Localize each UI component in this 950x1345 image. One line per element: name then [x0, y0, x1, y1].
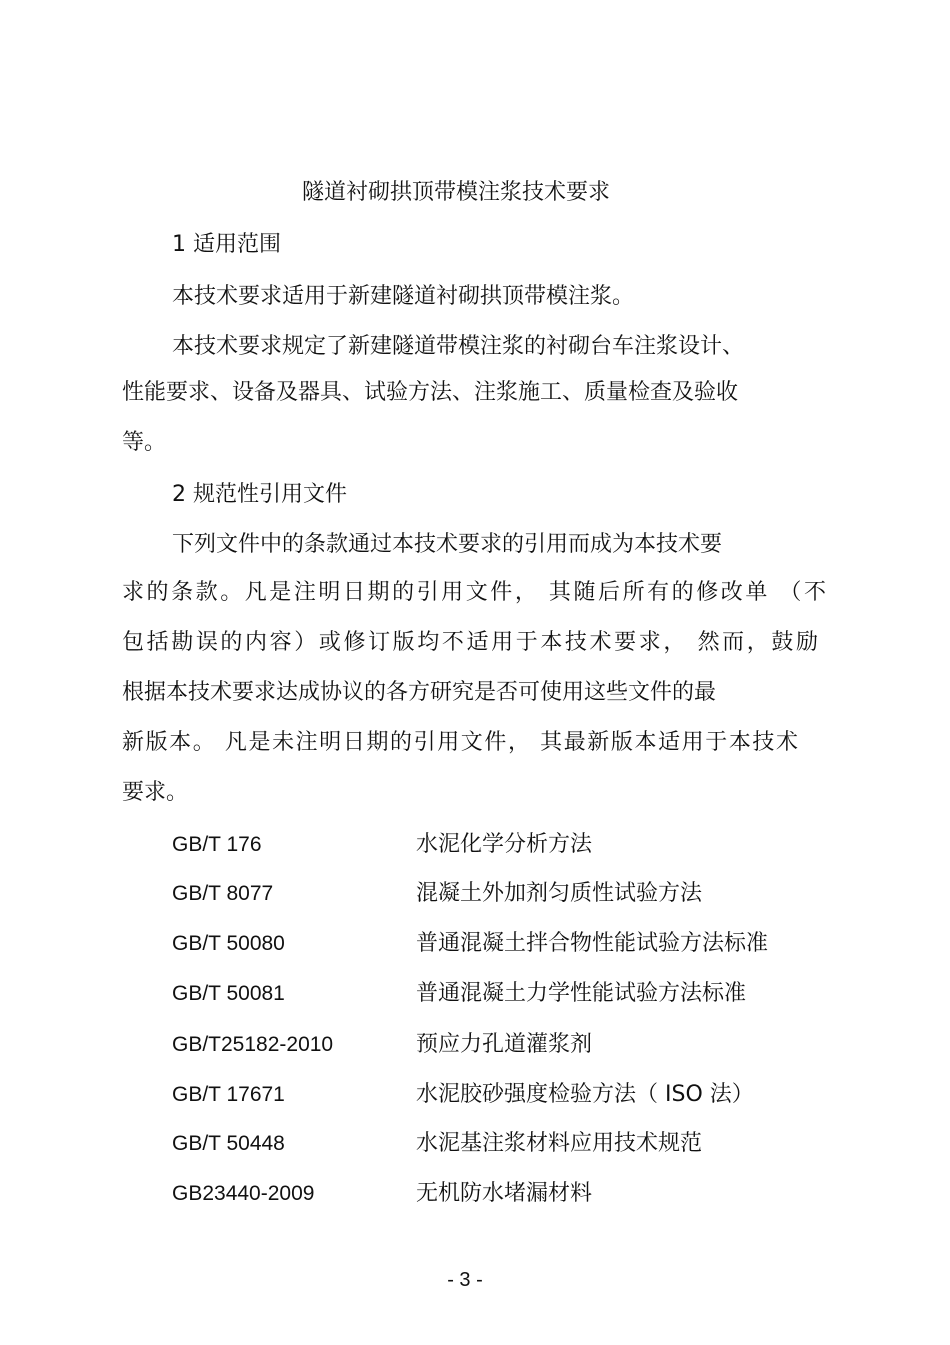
- section-2-paragraph-line-2: 求的条款。凡是注明日期的引用文件， 其随后所有的修改单 （不: [122, 580, 826, 605]
- reference-name: 普通混凝土拌合物性能试验方法标准: [416, 931, 769, 956]
- section-2-paragraph-line-4: 根据本技术要求达成协议的各方研究是否可使用这些文件的最: [122, 680, 717, 705]
- reference-name: 无机防水堵漏材料: [416, 1181, 593, 1206]
- reference-code: GB/T 17671: [172, 1083, 285, 1106]
- section-1-heading: 1 适用范围: [172, 232, 281, 257]
- section-2-heading: 2 规范性引用文件: [172, 482, 347, 507]
- reference-code: GB/T25182-2010: [172, 1033, 334, 1056]
- section-2-paragraph-line-6: 要求。: [122, 780, 189, 805]
- section-1-paragraph-2-line-1: 本技术要求规定了新建隧道带模注浆的衬砌台车注浆设计、: [172, 334, 745, 359]
- section-2-paragraph-line-3: 包括勘误的内容）或修订版均不适用于本技术要求， 然而，鼓励: [122, 630, 818, 655]
- reference-code: GB/T 50448: [172, 1132, 285, 1155]
- section-2-paragraph-line-1: 下列文件中的条款通过本技术要求的引用而成为本技术要: [172, 532, 723, 557]
- section-2-paragraph-line-5: 新版本。 凡是未注明日期的引用文件， 其最新版本适用于本技术: [122, 730, 798, 755]
- reference-name: 混凝土外加剂匀质性试验方法: [416, 881, 703, 906]
- reference-name: 水泥胶砂强度检验方法（ ISO 法）: [416, 1082, 754, 1107]
- section-1-paragraph-2-line-2: 性能要求、设备及器具、试验方法、注浆施工、质量检查及验收: [122, 380, 739, 405]
- page-number: - 3 -: [447, 1269, 483, 1291]
- reference-name: 水泥基注浆材料应用技术规范: [416, 1131, 703, 1156]
- document-title: 隧道衬砌拱顶带模注浆技术要求: [301, 180, 610, 205]
- reference-code: GB/T 8077: [172, 882, 274, 905]
- reference-code: GB/T 50080: [172, 932, 285, 955]
- section-1-paragraph-1: 本技术要求适用于新建隧道衬砌拱顶带模注浆。: [172, 284, 635, 309]
- reference-code: GB23440-2009: [172, 1182, 315, 1205]
- reference-code: GB/T 50081: [172, 982, 285, 1005]
- reference-name: 水泥化学分析方法: [416, 832, 593, 857]
- reference-name: 普通混凝土力学性能试验方法标准: [416, 981, 747, 1006]
- reference-name: 预应力孔道灌浆剂: [416, 1032, 593, 1057]
- section-1-paragraph-2-line-3: 等。: [122, 430, 167, 455]
- reference-code: GB/T 176: [172, 833, 262, 856]
